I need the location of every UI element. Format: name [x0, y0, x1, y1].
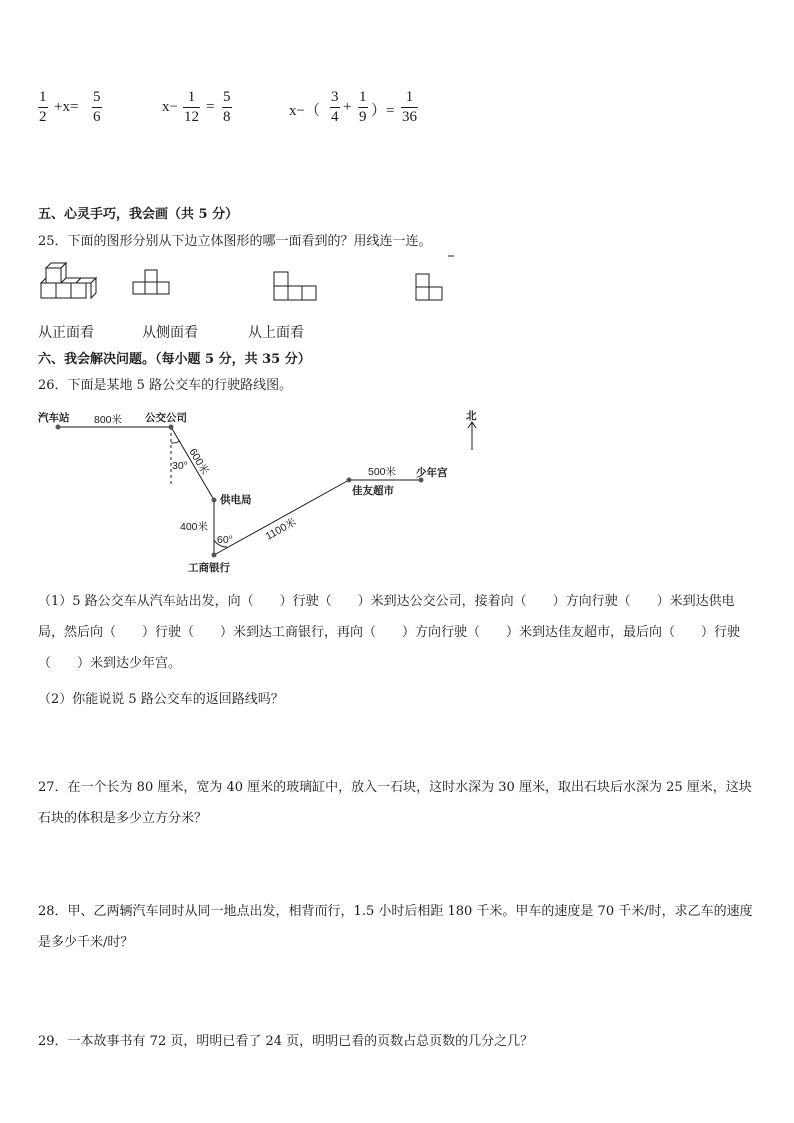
fraction: 1 12 [184, 89, 199, 125]
distance-label: 800米 [94, 414, 123, 426]
fraction: 1 36 [402, 89, 417, 125]
stop-dot [169, 425, 174, 430]
angle-arc [171, 441, 180, 443]
distance-label: 400米 [180, 521, 209, 533]
stop-label-jiayou-supermarket: 佳友超市 [352, 485, 394, 497]
equation-operator: ）= [371, 103, 395, 119]
views-figures [30, 250, 460, 310]
equation-operator: + [343, 99, 352, 115]
view-label-top: 从上面看 [248, 325, 304, 341]
question-25: 25．下面的图形分别从下边立体图形的哪一面看到的？用线连一连。 [38, 234, 432, 249]
distance-label: 1100米 [263, 516, 299, 543]
stop-label-bus-station: 汽车站 [38, 412, 70, 424]
north-label: 北 [466, 410, 477, 422]
question-27: 27．在一个长为 80 厘米，宽为 40 厘米的玻璃缸中，放入一石块，这时水深为 30 厘米，取出石块后水深为 25 厘米，这块石块的体积是多少立方分米？ [38, 780, 752, 826]
side-view-shape [133, 270, 169, 294]
fraction: 5 8 [223, 89, 231, 125]
view-label-front: 从正面看 [38, 325, 94, 341]
fraction: 3 4 [331, 89, 339, 125]
question-26-part-2: （2）你能说说 5 路公交车的返回路线吗？ [38, 692, 284, 707]
stop-dot [212, 498, 217, 503]
front-view-shape [274, 272, 316, 300]
top-view-shape [416, 256, 454, 300]
view-label-side: 从侧面看 [142, 325, 198, 341]
question-29: 29．一本故事书有 72 页，明明已看了 24 页，明明已看的页数占总页数的几分之几？ [38, 1034, 534, 1049]
equation-operator: +x= [54, 99, 79, 115]
stop-dot [56, 425, 61, 430]
angle-label: 60° [217, 534, 233, 546]
equation-operator: = [206, 99, 215, 115]
solid-figure-icon [41, 263, 96, 298]
fraction: 5 6 [93, 89, 101, 125]
question-26-part-1: （1）5 路公交车从汽车站出发，向（ ）行驶（ ）米到达公交公司，接着向（ ）方向行驶（ ）米到达供电局，然后向（ ）行驶（ ）米到达工商银行，再向（ ）方向行驶（ ）米到达佳友超市，最后向（ ）行驶（ ）米到达少年宫。 [38, 594, 741, 671]
north-arrow-icon [468, 422, 476, 450]
stop-label-power-bureau: 供电局 [220, 494, 252, 506]
question-28: 28．甲、乙两辆汽车同时从同一地点出发，相背而行，1.5 小时后相距 180 千米。甲车的速度是 70 千米/时，求乙车的速度是多少千米/时？ [38, 904, 753, 950]
route-segment [214, 480, 349, 555]
stop-label-youth-palace: 少年宫 [416, 467, 448, 479]
section-6-title: 六、我会解决问题。（每小题 5 分，共 35 分） [38, 352, 311, 367]
question-26: 26．下面是某地 5 路公交车的行驶路线图。 [38, 378, 293, 393]
fraction: 1 2 [39, 89, 47, 125]
distance-label: 600米 [186, 446, 211, 477]
stop-label-bus-company: 公交公司 [145, 412, 187, 424]
stop-dot [212, 553, 217, 558]
section-5-title: 五、心灵手巧，我会画（共 5 分） [38, 207, 239, 222]
angle-label: 30° [172, 460, 188, 472]
stop-label-icbc-bank: 工商银行 [188, 562, 230, 574]
stop-dot [347, 478, 352, 483]
equation-variable: x−（ [289, 103, 320, 119]
fraction: 1 9 [359, 89, 367, 125]
equation-variable: x− [162, 99, 178, 115]
bus-route-map [0, 395, 500, 580]
distance-label: 500米 [368, 466, 397, 478]
